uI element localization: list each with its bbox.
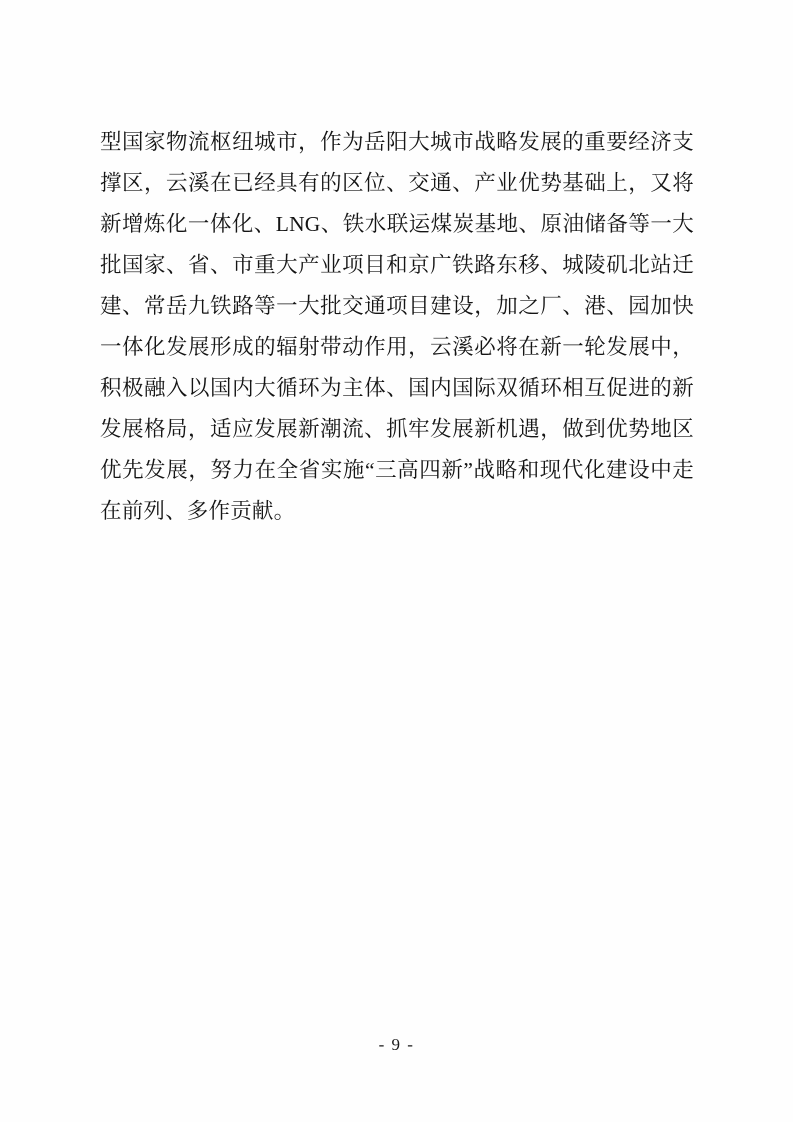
page-number: - 9 -	[378, 1035, 415, 1054]
page-footer	[0, 1035, 793, 1055]
body-paragraph: 型国家物流枢纽城市，作为岳阳大城市战略发展的重要经济支撑区，云溪在已经具有的区位、交通、产业优势基础上，又将新增炼化一体化、LNG、铁水联运煤炭基地、原油储备等一大批国家、省、市重大产业项目和京广铁路东移、城陵矶北站迁建、常岳九铁路等一大批交通项目建设，加之厂、港、园加快一体化发展形成的辐射带动作用，云溪必将在新一轮发展中，积极融入以国内大循环为主体、国内国际双循环相互促进的新发展格局，适应发展新潮流、抓牢发展新机遇，做到优势地区优先发展，努力在全省实施“三高四新”战略和现代化建设中走在前列、多作贡献。	[100, 129, 694, 523]
document-body	[100, 100, 694, 553]
